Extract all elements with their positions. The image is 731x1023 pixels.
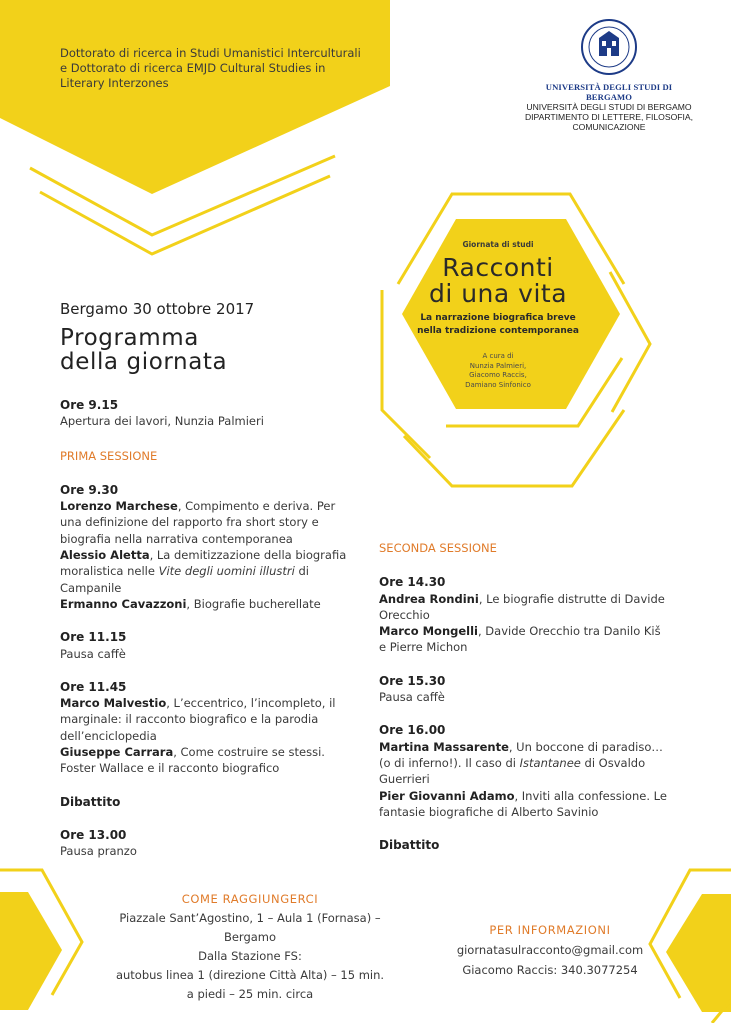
break-time-2: Ore 15.30 [379, 673, 446, 688]
speaker-name: Alessio Aletta [60, 548, 150, 563]
speaker-name: Giuseppe Carrara [60, 745, 174, 760]
talk-massarente [379, 739, 669, 788]
info-block [430, 920, 670, 980]
event-kicker: Giornata di studi [462, 240, 534, 249]
event-subtitle-line-1: La narrazione biografica breve [420, 313, 576, 323]
university-seal-icon [580, 18, 638, 76]
speaker-name: Pier Giovanni Adamo [379, 788, 515, 803]
second-session-time-1: Ore 14.30 [379, 575, 446, 590]
break-text-2: Pausa caffè [379, 690, 445, 705]
talk-marchese [60, 498, 360, 547]
talk-cavazzoni [60, 596, 360, 612]
university-name: UNIVERSITÀ DEGLI STUDI DI BERGAMO [545, 82, 673, 102]
talk-text: Campanile [60, 580, 122, 595]
event-title-line-1: Racconti [442, 253, 554, 282]
curator-2: Giacomo Raccis, [469, 371, 527, 379]
book-title: Istantanee [519, 755, 581, 770]
program-title-line-2: della giornata [60, 349, 228, 375]
talk-text: Orecchio [379, 607, 430, 622]
talk-text: , Le biografie distrutte di Davide [478, 591, 665, 606]
talk-text: una definizione del rapporto fra short story e [60, 515, 319, 530]
talk-text: moralistica nelle [60, 564, 159, 579]
lunch-text: Pausa pranzo [60, 844, 137, 859]
chevron-outline-2 [40, 176, 330, 254]
talk-malvestio [60, 695, 360, 744]
program-title [60, 326, 227, 374]
first-session-time-1: Ore 9.30 [60, 482, 119, 497]
hex-outline-bottom-2 [404, 410, 624, 486]
top-left-yellow-shape [0, 0, 390, 194]
university-line-3: COMUNICAZIONE [572, 122, 646, 132]
talk-text: , Come costruire se stessi. [173, 745, 325, 760]
first-session-time-2: Ore 11.45 [60, 679, 127, 694]
event-subtitle-line-2: nella tradizione contemporanea [417, 326, 579, 336]
talk-text: , Biografie bucherellate [186, 596, 321, 611]
university-line-1: UNIVERSITÀ DEGLI STUDI DI BERGAMO [526, 102, 692, 112]
program-right-column [379, 540, 669, 853]
speaker-name: Marco Mongelli [379, 624, 478, 639]
directions-line-1: Piazzale Sant’Agostino, 1 – Aula 1 (Fornasa) – Bergamo [119, 911, 381, 944]
talk-text: dell’enciclopedia [60, 728, 157, 743]
talk-mongelli [379, 623, 669, 656]
debate-2: Dibattito [379, 838, 440, 853]
speaker-name: Lorenzo Marchese [60, 499, 178, 514]
lunch-time: Ore 13.00 [60, 827, 127, 842]
speaker-name: Ermanno Cavazzoni [60, 596, 187, 611]
speaker-name: Martina Massarente [379, 739, 509, 754]
talk-carrara [60, 744, 360, 777]
curated-label: A cura di [482, 352, 514, 360]
program-left-column [60, 397, 360, 860]
info-title: PER INFORMAZIONI [489, 923, 611, 937]
speaker-name: Andrea Rondini [379, 591, 479, 606]
talk-text: di [294, 564, 309, 579]
talk-rondini [379, 591, 669, 624]
info-email[interactable]: giornatasulracconto@gmail.com [456, 943, 644, 957]
header-line-2: e Dottorato di ricerca EMJD Cultural Studies in [60, 61, 326, 75]
bottom-right-hexagon [666, 894, 731, 1012]
first-session-label: PRIMA SESSIONE [60, 448, 158, 463]
talk-text: , Compimento e deriva. Per [177, 499, 336, 514]
header-line-3: Literary Interzones [60, 76, 169, 90]
opening-time: Ore 9.15 [60, 398, 119, 412]
talk-text: fantasie biografiche di Alberto Savinio [379, 804, 599, 819]
directions-line-3: autobus linea 1 (direzione Città Alta) – 15 min. [115, 968, 385, 982]
book-title: Vite degli uomini illustri [158, 564, 295, 579]
second-session-label: SECONDA SESSIONE [379, 541, 497, 555]
debate-1: Dibattito [60, 794, 121, 809]
directions-block [100, 890, 400, 1004]
event-date: Bergamo 30 ottobre 2017 [60, 300, 255, 318]
directions-line-4: a piedi – 25 min. circa [186, 987, 314, 1001]
university-line-2: DIPARTIMENTO DI LETTERE, FILOSOFIA, [524, 112, 694, 122]
talk-text: Guerrieri [379, 772, 430, 787]
break-text-1: Pausa caffè [60, 646, 126, 661]
event-title-line-2: di una vita [428, 279, 568, 308]
talk-text: , L’eccentrico, l’incompleto, il [166, 696, 336, 711]
university-block [524, 18, 694, 132]
event-curators [412, 352, 584, 390]
curator-3: Damiano Sinfonico [465, 380, 531, 389]
talk-adamo [379, 788, 669, 821]
directions-title: COME RAGGIUNGERCI [181, 892, 319, 906]
curator-1: Nunzia Palmieri, [469, 361, 527, 370]
talk-text: , Inviti alla confessione. Le [514, 788, 667, 803]
talk-text: e Pierre Michon [379, 640, 468, 655]
hex-outline-right [610, 272, 650, 412]
talk-text: , Davide Orecchio tra Danilo Kiš [478, 624, 661, 639]
directions-line-2: Dalla Stazione FS: [198, 949, 302, 963]
info-contact: Giacomo Raccis: 340.3077254 [462, 963, 638, 977]
speaker-name: Marco Malvestio [60, 696, 167, 711]
talk-text: Foster Wallace e il racconto biografico [60, 761, 280, 776]
opening-text: Apertura dei lavori, Nunzia Palmieri [60, 414, 264, 429]
talk-text: (o di inferno!). Il caso di [379, 755, 520, 770]
talk-text: di Osvaldo [580, 755, 646, 770]
event-title-block [412, 240, 584, 390]
doctorate-header [60, 46, 380, 91]
talk-aletta [60, 547, 360, 596]
break-time-1: Ore 11.15 [60, 630, 127, 645]
program-title-line-1: Programma [60, 325, 199, 351]
talk-text: marginale: il racconto biografico e la parodia [60, 712, 319, 727]
header-line-1: Dottorato di ricerca in Studi Umanistici Interculturali [60, 46, 361, 60]
second-session-time-2: Ore 16.00 [379, 723, 446, 738]
talk-text: , La demitizzazione della biografia [149, 548, 347, 563]
talk-text: biografia nella narrativa contemporanea [60, 531, 293, 546]
talk-text: , Un boccone di paradiso… [508, 739, 663, 754]
